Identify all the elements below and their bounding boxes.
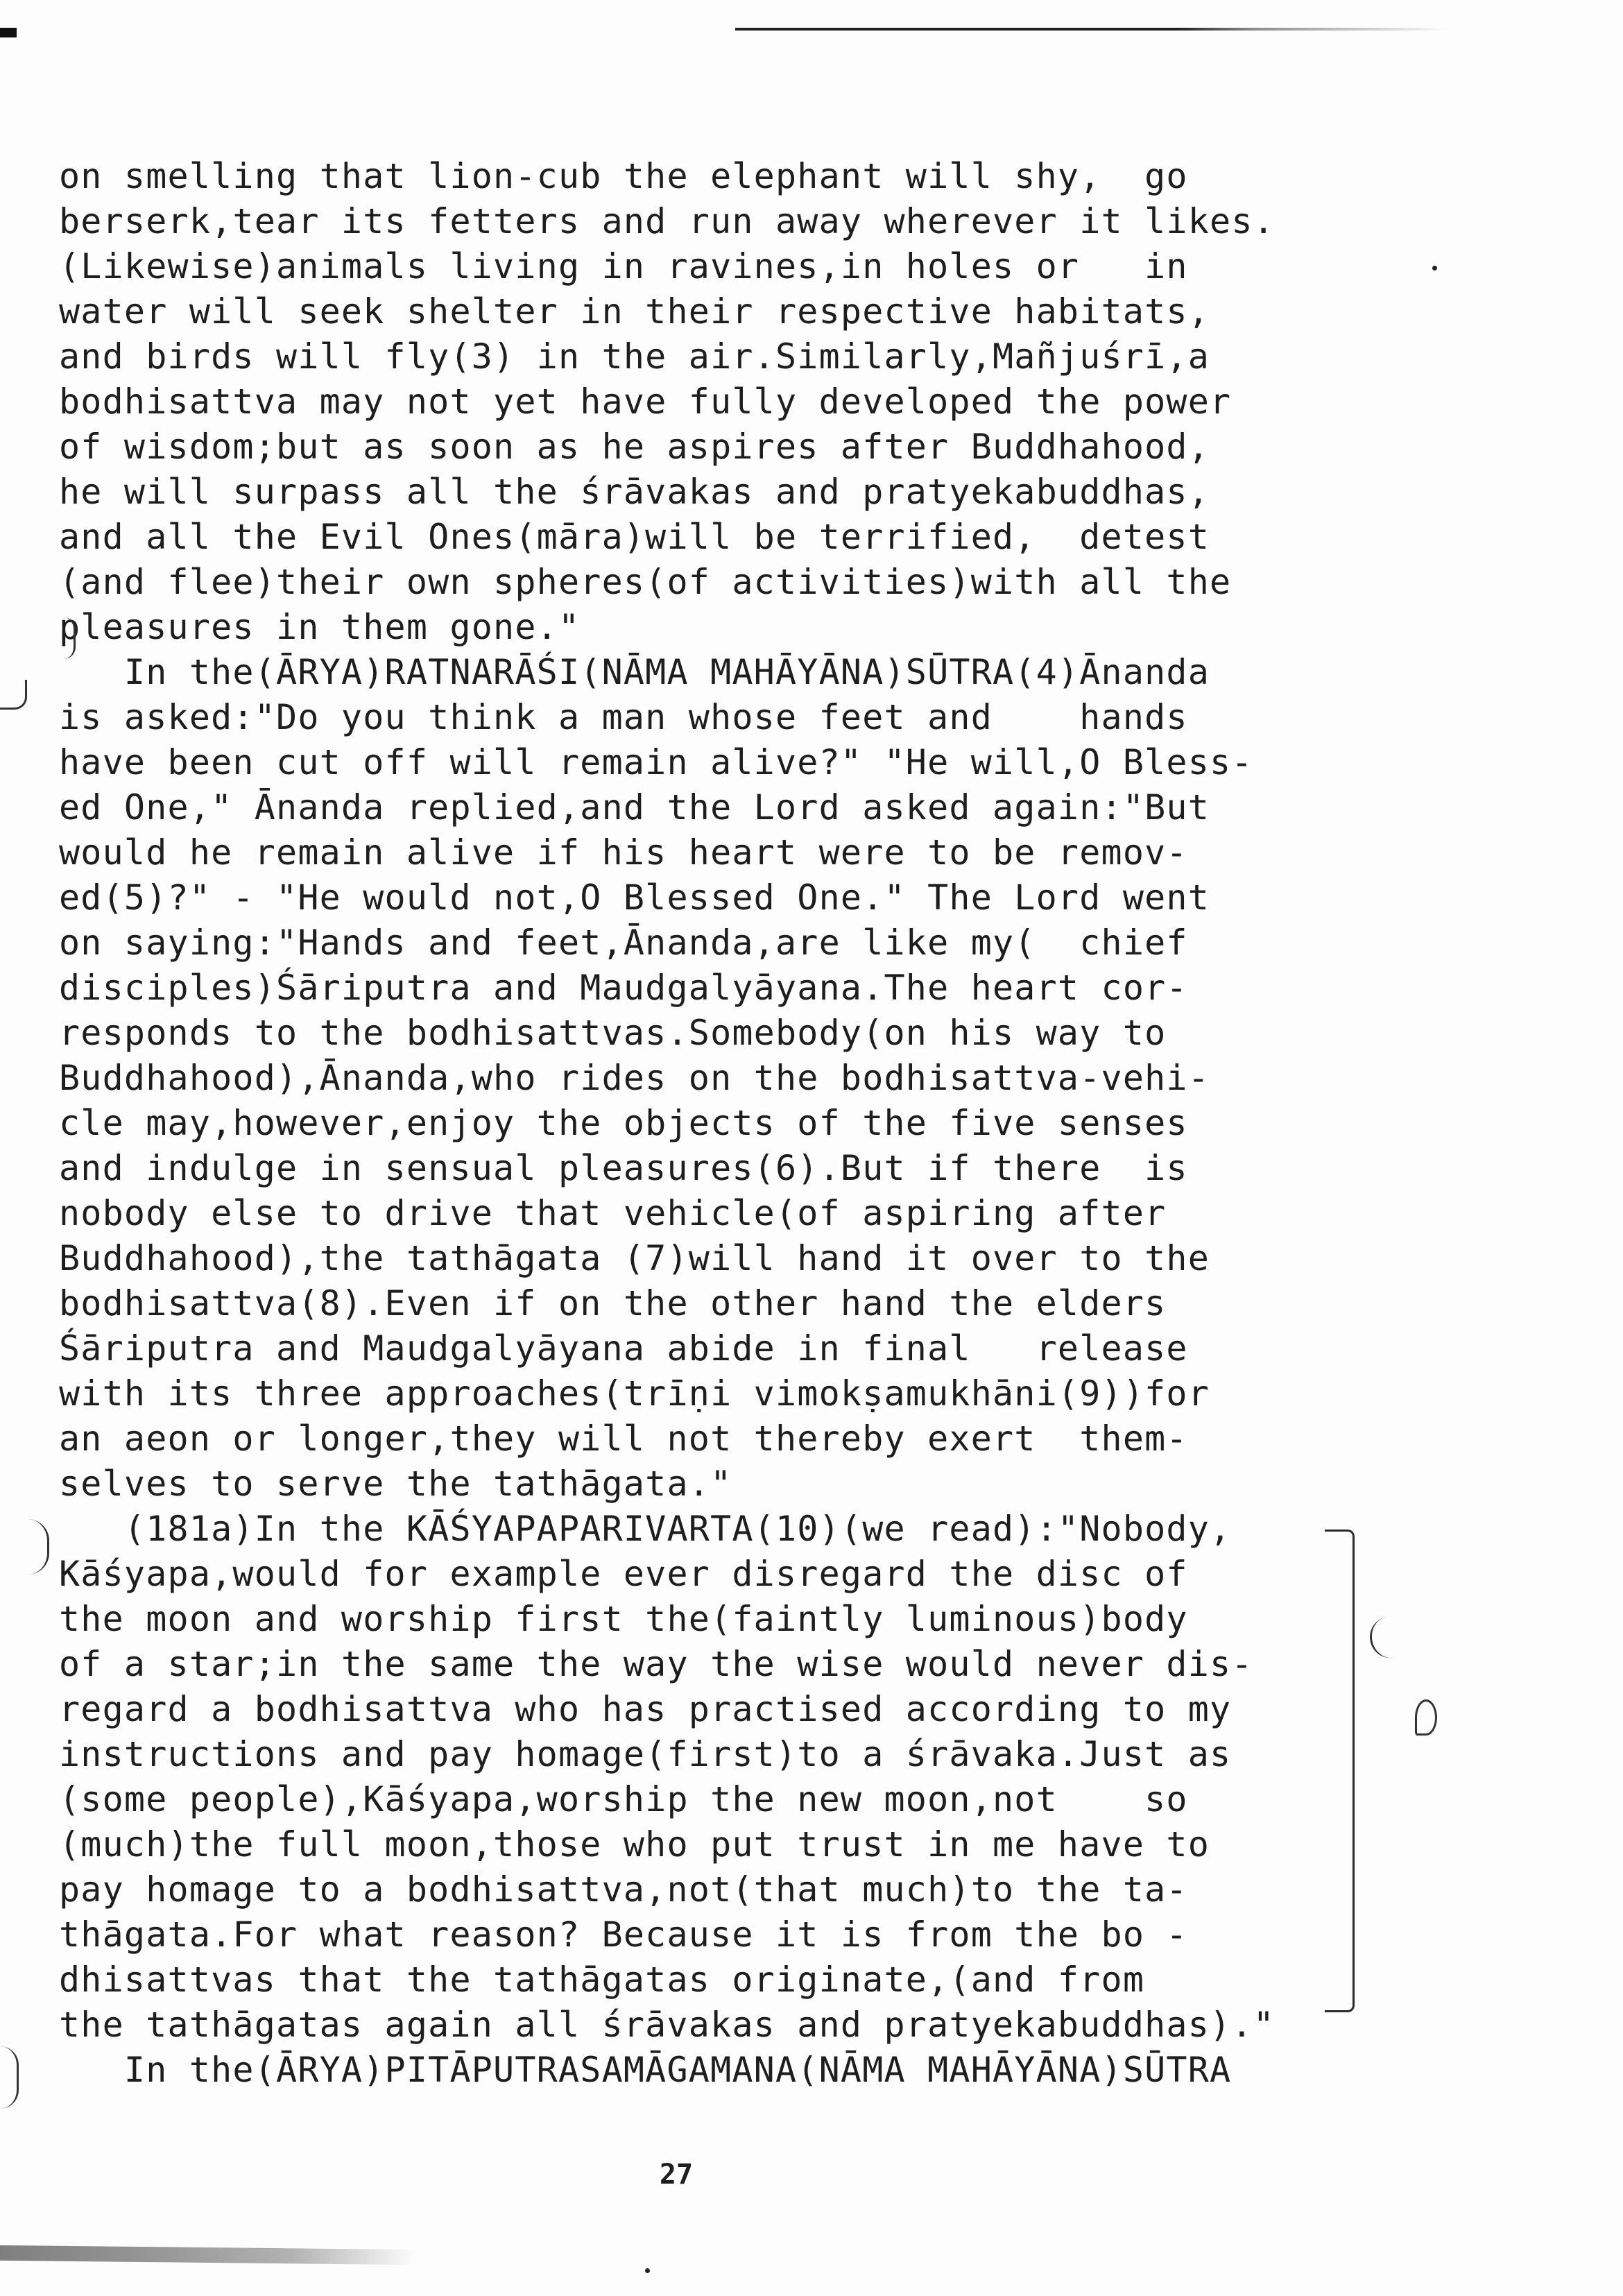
margin-paren-mark	[0, 2046, 19, 2109]
margin-paren-mark	[64, 617, 76, 659]
text-line: Śāriputra and Maudgalyāyana abide in final release	[59, 1328, 1188, 1369]
text-line: (181a)In the KĀŚYAPAPARIVARTA(10)(we read):"Nobody,	[59, 1509, 1232, 1549]
text-line: In the(ĀRYA)RATNARĀŚI(NĀMA MAHĀYĀNA)SŪTRA(4)Ānanda	[59, 652, 1210, 692]
text-line: responds to the bodhisattvas.Somebody(on his way to	[59, 1013, 1167, 1053]
text-line: disciples)Śāriputra and Maudgalyāyana.The heart cor-	[59, 968, 1188, 1008]
text-line: regard a bodhisattva who has practised according to my	[59, 1689, 1232, 1729]
scan-corner-mark	[0, 28, 17, 37]
margin-paren-mark	[28, 1519, 49, 1575]
text-line: dhisattvas that the tathāgatas originate,(and from	[59, 1960, 1145, 2000]
text-line: Buddhahood),Ānanda,who rides on the bodhisattva-vehi-	[59, 1058, 1210, 1098]
text-line: would he remain alive if his heart were to be remov-	[59, 832, 1188, 873]
text-line: the tathāgatas again all śrāvakas and pratyekabuddhas)."	[59, 2005, 1275, 2045]
text-line: In the(ĀRYA)PITĀPUTRASAMĀGAMANA(NĀMA MAHĀYĀNA)SŪTRA	[59, 2050, 1232, 2090]
text-line: bodhisattva(8).Even if on the other hand the elders	[59, 1283, 1167, 1323]
margin-scribble-mark	[0, 680, 27, 710]
text-line: of wisdom;but as soon as he aspires after Buddhahood,	[59, 427, 1210, 467]
text-line: cle may,however,enjoy the objects of the five senses	[59, 1103, 1188, 1143]
top-rule	[735, 28, 1450, 31]
text-line: thāgata.For what reason? Because it is from the bo -	[59, 1914, 1188, 1955]
text-line: nobody else to drive that vehicle(of aspiring after	[59, 1193, 1167, 1233]
text-line: on smelling that lion-cub the elephant will shy, go	[59, 156, 1188, 196]
text-line: berserk,tear its fetters and run away wherever it likes.	[59, 201, 1275, 241]
text-line: water will seek shelter in their respective habitats,	[59, 291, 1210, 332]
text-line: pay homage to a bodhisattva,not(that much)to the ta-	[59, 1869, 1188, 1910]
text-line: with its three approaches(trīṇi vimokṣamukhāni(9))for	[59, 1373, 1210, 1414]
text-line: and all the Evil Ones(māra)will be terrified, detest	[59, 517, 1210, 557]
text-line: he will surpass all the śrāvakas and pratyekabuddhas,	[59, 472, 1210, 512]
margin-scribble-mark	[1415, 1699, 1437, 1736]
page-number: 27	[659, 2159, 694, 2191]
text-line: of a star;in the same the way the wise would never dis-	[59, 1644, 1253, 1684]
margin-bracket-mark	[1325, 1530, 1355, 2012]
text-line: ed One," Ānanda replied,and the Lord asked again:"But	[59, 787, 1210, 828]
text-line: the moon and worship first the(faintly luminous)body	[59, 1599, 1188, 1639]
scan-speck	[645, 2268, 650, 2273]
body-text	[59, 154, 1391, 2093]
text-line: (much)the full moon,those who put trust in me have to	[59, 1824, 1210, 1865]
text-line: on saying:"Hands and feet,Ānanda,are like my( chief	[59, 923, 1188, 963]
text-line: Kāśyapa,would for example ever disregard the disc of	[59, 1554, 1188, 1594]
text-line: have been cut off will remain alive?" "He will,O Bless-	[59, 742, 1253, 782]
text-line: pleasures in them gone."	[59, 607, 581, 647]
text-line: instructions and pay homage(first)to a śrāvaka.Just as	[59, 1734, 1232, 1774]
text-line: an aeon or longer,they will not thereby exert them-	[59, 1419, 1188, 1459]
text-line: and indulge in sensual pleasures(6).But if there is	[59, 1148, 1188, 1188]
scan-bottom-smudge	[0, 2245, 416, 2265]
text-line: (Likewise)animals living in ravines,in holes or in	[59, 246, 1188, 286]
text-line: ed(5)?" - "He would not,O Blessed One." The Lord went	[59, 877, 1210, 918]
text-line: (and flee)their own spheres(of activities)with all the	[59, 562, 1232, 602]
text-line: Buddhahood),the tathāgata (7)will hand it over to the	[59, 1238, 1210, 1278]
text-line: bodhisattva may not yet have fully developed the power	[59, 382, 1232, 422]
text-line: selves to serve the tathāgata."	[59, 1464, 732, 1504]
scan-speck	[1432, 266, 1437, 271]
text-line: and birds will fly(3) in the air.Similarly,Mañjuśrī,a	[59, 336, 1210, 377]
text-line: is asked:"Do you think a man whose feet and hands	[59, 697, 1188, 737]
text-line: (some people),Kāśyapa,worship the new moon,not so	[59, 1779, 1188, 1819]
